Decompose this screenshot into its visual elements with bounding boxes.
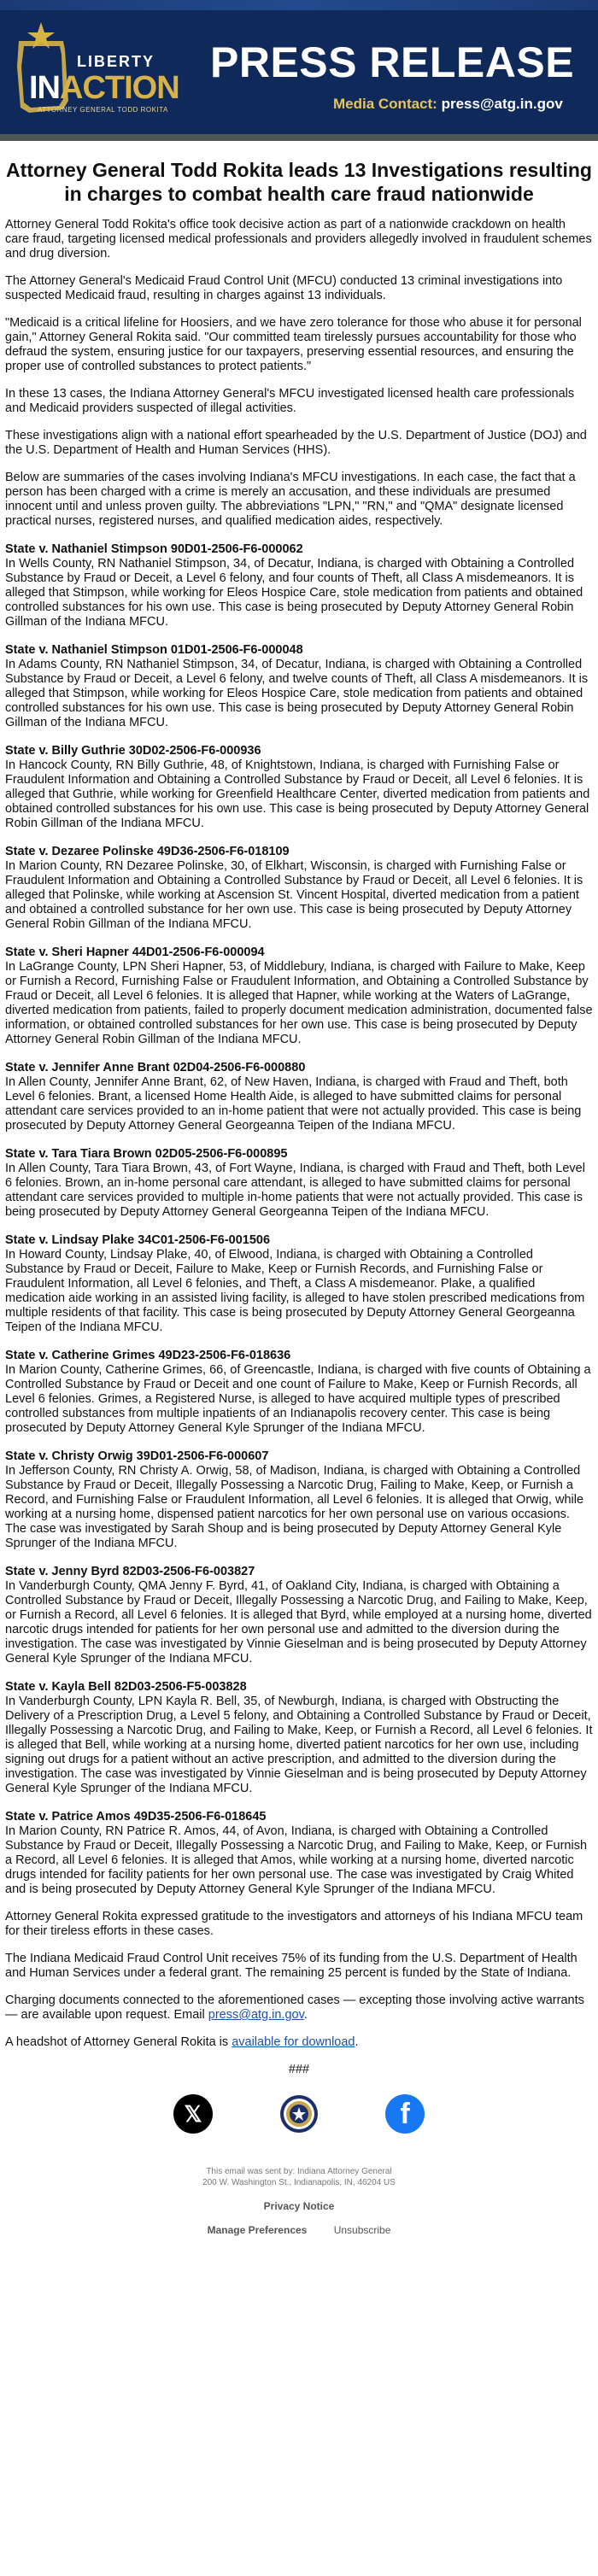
intro-paragraph: Attorney General Todd Rokita's office took decisive action as part of a nationwide crackdown on health care fraud, targeting licensed medical professionals and providers allegedly involved in fraudulent schemes and drug diversion. bbox=[5, 218, 592, 261]
case-body: In Marion County, RN Dezaree Polinske, 30, of Elkhart, Wisconsin, is charged with Furnishing False or Fraudulent Information and Obtaining a Controlled Substance by Fraud or Deceit, all Level 6 felonies. It is alleged that Polinske, while working at Ascension St. Vincent Hospital, diverted medication from a patient and obtained a controlled substance for her own use. This case is being prosecuted by Deputy Attorney General Robin Gillman of the Indiana MFCU. bbox=[5, 859, 583, 931]
case-title: State v. Nathaniel Stimpson 01D01-2506-F6-000048 bbox=[5, 643, 303, 657]
case-body: In Allen County, Tara Tiara Brown, 43, of Fort Wayne, Indiana, is charged with Fraud and Theft, both Level 6 felonies. Brown, an in-home personal care attendant, is alleged to have submitted claims for personal attendant care services provided to multiple in-home patients that were not actually provided. This case is being prosecuted by Deputy Attorney General Georgeanna Teipen of the Indiana MFCU. bbox=[5, 1162, 585, 1219]
case-summary bbox=[5, 1449, 593, 1551]
intro-paragraph: The Attorney General's Medicaid Fraud Control Unit (MFCU) conducted 13 criminal investigations into suspected Medicaid fraud, resulting in charges against 13 individuals. bbox=[5, 274, 563, 302]
liberty-in-action-logo bbox=[12, 15, 183, 118]
headshot-download-link[interactable]: available for download bbox=[232, 2035, 355, 2049]
case-body: In Allen County, Jennifer Anne Brant, 62, of New Haven, Indiana, is charged with Fraud and Theft, both Level 6 felonies. Brant, a licensed Home Health Aide, is alleged to have submitted claims for personal attendant care services provided to an in-home patient that were not actually provided. This case is being prosecuted by Deputy Attorney General Georgeanna Teipen of the Indiana MFCU. bbox=[5, 1075, 582, 1133]
privacy-notice-link[interactable]: Privacy Notice bbox=[263, 2200, 335, 2212]
logo-in-text: IN bbox=[29, 70, 60, 106]
case-title: State v. Billy Guthrie 30D02-2506-F6-000936 bbox=[5, 744, 261, 758]
logo-inaction-text bbox=[29, 70, 179, 107]
attorney-general-seal-icon[interactable] bbox=[279, 2094, 319, 2134]
media-contact-email[interactable]: press@atg.in.gov bbox=[441, 96, 563, 112]
end-separator: ### bbox=[288, 2063, 310, 2076]
seal-graphic bbox=[279, 2094, 319, 2134]
social-links bbox=[5, 2094, 593, 2134]
logo-tagline: ATTORNEY GENERAL TODD ROKITA bbox=[38, 106, 168, 114]
case-body: In Marion County, RN Patrice R. Amos, 44, of Avon, Indiana, is charged with Obtaining a Controlled Substance by Fraud or Deceit, Illegally Possessing a Narcotic Drug, and Failing to Make, Keep, or Furnish a Record, all Level 6 felonies. It is alleged that Amos, while working at a nursing home, diverted narcotic drugs intended for facility patients for her own personal use. The case was investigated by Craig Whited and is being prosecuted by Deputy Attorney General Kyle Sprunger of the Indiana MFCU. bbox=[5, 1824, 588, 1896]
banner-bottom-stripe bbox=[0, 134, 598, 141]
manage-preferences-link[interactable]: Manage Preferences bbox=[207, 2224, 308, 2236]
sender-address: 200 W. Washington St., Indianapolis, IN, 46204 US bbox=[202, 2178, 396, 2187]
case-title: State v. Dezaree Polinske 49D36-2506-F6-018109 bbox=[5, 845, 290, 858]
media-contact-label: Media Contact: bbox=[333, 96, 437, 112]
case-body: In LaGrange County, LPN Sheri Hapner, 53, of Middlebury, Indiana, is charged with Failure to Make, Keep or Furnish a Record, Furnishing False or Fraudulent Information, and Obtaining a Controlled Substance by Fraud or Deceit, all Level 6 felonies. It is alleged that Hapner, while working at the Waters of LaGrange, diverted medication from patients, failed to properly document medication administration, documented false information, or obtained controlled substances for her own use. This case is being prosecuted by Deputy Attorney General Robin Gillman of the Indiana MFCU. bbox=[5, 960, 593, 1046]
case-summary bbox=[5, 1679, 593, 1796]
case-body: In Jefferson County, RN Christy A. Orwig, 58, of Madison, Indiana, is charged with Obtaining a Controlled Substance by Fraud or Deceit, Illegally Possessing a Narcotic Drug, Failing to Make, Keep, or Furnish a Record, and Furnishing False or Fraudulent Information, all Level 6 felonies. It is alleged that Orwig, while working at a nursing home, dispensed patient narcotics for her own personal use on various occasions. The case was investigated by Sarah Shoup and is being prosecuted by Deputy Attorney General Kyle Sprunger of the Indiana MFCU. bbox=[5, 1464, 584, 1550]
case-summary bbox=[5, 844, 593, 932]
case-summary bbox=[5, 642, 593, 730]
charging-text: Charging documents connected to the aforementioned cases — excepting those involving active warrants — are available upon request. Email bbox=[5, 1993, 584, 2022]
banner-top-stripe bbox=[0, 0, 598, 10]
charging-end: . bbox=[303, 2008, 308, 2022]
press-release-body bbox=[0, 158, 598, 2134]
case-summary bbox=[5, 743, 593, 831]
case-body: In Wells County, RN Nathaniel Stimpson, 34, of Decatur, Indiana, is charged with Obtaining a Controlled Substance by Fraud or Deceit, a Level 6 felony, and four counts of Theft, all Class A misdemeanors. It is alleged that Stimpson, while working for Eleos Hospice Care, stole medication from patients and obtained controlled substances for his own use. This case is being prosecuted by Deputy Attorney General Robin Gillman of the Indiana MFCU. bbox=[5, 557, 583, 629]
case-title: State v. Lindsay Plake 34C01-2506-F6-001506 bbox=[5, 1233, 271, 1247]
headshot-end: . bbox=[355, 2035, 359, 2049]
case-title: State v. Tara Tiara Brown 02D05-2506-F6-000895 bbox=[5, 1147, 288, 1161]
press-release-title: PRESS RELEASE bbox=[210, 38, 575, 86]
charging-documents-paragraph bbox=[5, 1993, 593, 2023]
headshot-text: A headshot of Attorney General Rokita is bbox=[5, 2035, 232, 2049]
sender-line: This email was sent by: Indiana Attorney General bbox=[206, 2167, 392, 2176]
footer-links bbox=[0, 2224, 598, 2236]
case-title: State v. Catherine Grimes 49D23-2506-F6-018636 bbox=[5, 1349, 291, 1362]
logo-liberty-text: LIBERTY bbox=[77, 53, 155, 70]
intro-paragraph: In these 13 cases, the Indiana Attorney General's MFCU investigated licensed health care professionals and Medicaid providers suspected of illegal activities. bbox=[5, 387, 575, 415]
closing-paragraph: The Indiana Medicaid Fraud Control Unit receives 75% of its funding from the U.S. Department of Health and Human Services under a federal grant. The remaining 25 percent is funded by the State of Indiana. bbox=[5, 1952, 577, 1980]
intro-paragraph: These investigations align with a national effort spearheaded by the U.S. Department of Justice (DOJ) and the U.S. Department of Health and Human Services (HHS). bbox=[5, 429, 587, 457]
case-body: In Marion County, Catherine Grimes, 66, of Greencastle, Indiana, is charged with five counts of Obtaining a Controlled Substance by Fraud or Deceit and one count of Failure to Make, Keep or Furnish Records, all Level 6 felonies. Grimes, a Registered Nurse, is alleged to have acquired multiple types of prescribed controlled substances from multiple inpatients of an Indianapolis recovery center. This case is being prosecuted by Deputy Attorney General Kyle Sprunger of the Indiana MFCU. bbox=[5, 1363, 591, 1435]
case-body: In Adams County, RN Nathaniel Stimpson, 34, of Decatur, Indiana, is charged with Obtaining a Controlled Substance by Fraud or Deceit, a Level 6 felony, and twelve counts of Theft, all Class A misdemeanors. It is alleged that Stimpson, while working for Eleos Hospice Care, stole medication from patients and obtained controlled substances for his own use. This case is being prosecuted by Deputy Attorney General Robin Gillman of the Indiana MFCU. bbox=[5, 658, 589, 729]
case-summary bbox=[5, 542, 593, 629]
x-glyph: 𝕏 bbox=[184, 2100, 202, 2127]
case-summary bbox=[5, 1348, 593, 1436]
logo-action-text: ACTION bbox=[60, 70, 179, 106]
case-title: State v. Sheri Hapner 44D01-2506-F6-000094 bbox=[5, 946, 265, 959]
case-body: In Howard County, Lindsay Plake, 40, of Elwood, Indiana, is charged with Obtaining a Controlled Substance by Fraud or Deceit, Failure to Make, Keep or Furnish Records, and Furnishing False or Fraudulent Information, all Level 6 felonies, and Theft, a Class A misdemeanor. Plake, a qualified medication aide working in an assisted living facility, is alleged to have stolen prescribed medications from multiple residents of that facility. This case is being prosecuted by Deputy Attorney General Georgeanna Teipen of the Indiana MFCU. bbox=[5, 1248, 585, 1334]
case-body: In Hancock County, RN Billy Guthrie, 48, of Knightstown, Indiana, is charged with Furnishing False or Fraudulent Information and Obtaining a Controlled Substance by Fraud or Deceit, all Level 6 felonies. It is alleged that Guthrie, while working for Greenfield Healthcare Center, diverted medication from patients and obtained controlled substances for his own use. This case is being prosecuted by Deputy Attorney General Robin Gillman of the Indiana MFCU. bbox=[5, 758, 590, 830]
case-summary bbox=[5, 945, 593, 1047]
unsubscribe-link[interactable]: Unsubscribe bbox=[333, 2224, 391, 2236]
x-twitter-icon[interactable] bbox=[173, 2094, 213, 2134]
intro-paragraph: Below are summaries of the cases involving Indiana's MFCU investigations. In each case, the fact that a person has been charged with a crime is merely an accusation, and these individuals are presumed innocent until and unless proven guilty. The abbreviations "LPN," "RN," and "QMA" designate licensed practical nurses, registered nurses, and qualified medication aides, respectively. bbox=[5, 471, 576, 528]
facebook-icon[interactable] bbox=[385, 2094, 425, 2134]
case-title: State v. Jenny Byrd 82D03-2506-F6-003827 bbox=[5, 1565, 255, 1578]
case-body: In Vanderburgh County, LPN Kayla R. Bell, 35, of Newburgh, Indiana, is charged with Obstructing the Delivery of a Prescription Drug, a Level 5 felony, and Obtaining a Controlled Substance by Fraud or Deceit, Illegally Possessing a Narcotic Drug, and Failing to Make, Keep, or Furnish a Record, all Level 6 felonies. It is alleged that Bell, while working at a nursing home, diverted patient narcotics for her own use, including signing out drugs for a patient without an active prescription, and admitted to the diversion during the investigation. The case was investigated by Vinnie Gieselman and is being prosecuted by Deputy Attorney General Kyle Sprunger of the Indiana MFCU. bbox=[5, 1695, 593, 1795]
case-summary bbox=[5, 1564, 593, 1666]
case-title: State v. Nathaniel Stimpson 90D01-2506-F6-000062 bbox=[5, 542, 303, 556]
case-body: In Vanderburgh County, QMA Jenny F. Byrd, 41, of Oakland City, Indiana, is charged with Obtaining a Controlled Substance by Fraud or Deceit, Illegally Possessing a Narcotic Drug, and Failing to Make, Keep, or Furnish a Record, all Level 6 felonies. It is alleged that Byrd, while employed at a nursing home, diverted narcotic drugs intended for patients for her own personal use and admitted to the diversion during the investigation. The case was investigated by Vinnie Gieselman and is being prosecuted by Deputy Attorney General Kyle Sprunger of the Indiana MFCU. bbox=[5, 1579, 592, 1666]
case-summary bbox=[5, 1809, 593, 1897]
case-summary bbox=[5, 1232, 593, 1335]
case-title: State v. Jennifer Anne Brant 02D04-2506-F6-000880 bbox=[5, 1061, 306, 1074]
case-title: State v. Kayla Bell 82D03-2506-F5-003828 bbox=[5, 1680, 247, 1694]
closing-paragraph: Attorney General Rokita expressed gratitude to the investigators and attorneys of his Indiana MFCU team for their tireless efforts in these cases. bbox=[5, 1910, 583, 1938]
case-summary bbox=[5, 1060, 593, 1133]
intro-paragraph: "Medicaid is a critical lifeline for Hoosiers, and we have zero tolerance for those who abuse it for personal gain," Attorney General Rokita said. "Our committed team tirelessly pursues accountability for those who defraud the system, ensuring justice for our taxpayers, preserving essential resources, and ensuring the proper use of controlled substances to protect patients." bbox=[5, 316, 582, 373]
case-title: State v. Christy Orwig 39D01-2506-F6-000607 bbox=[5, 1449, 269, 1463]
case-title: State v. Patrice Amos 49D35-2506-F6-018645 bbox=[5, 1810, 267, 1824]
fb-glyph: f bbox=[400, 2097, 410, 2130]
press-release-banner bbox=[0, 0, 598, 141]
press-email-link[interactable]: press@atg.in.gov bbox=[208, 2008, 304, 2022]
case-summary bbox=[5, 1146, 593, 1220]
email-footer bbox=[0, 2159, 598, 2253]
media-contact bbox=[333, 96, 563, 113]
headshot-paragraph bbox=[5, 2035, 593, 2050]
headline: Attorney General Todd Rokita leads 13 Investigations resulting in charges to combat health care fraud nationwide bbox=[6, 159, 592, 205]
